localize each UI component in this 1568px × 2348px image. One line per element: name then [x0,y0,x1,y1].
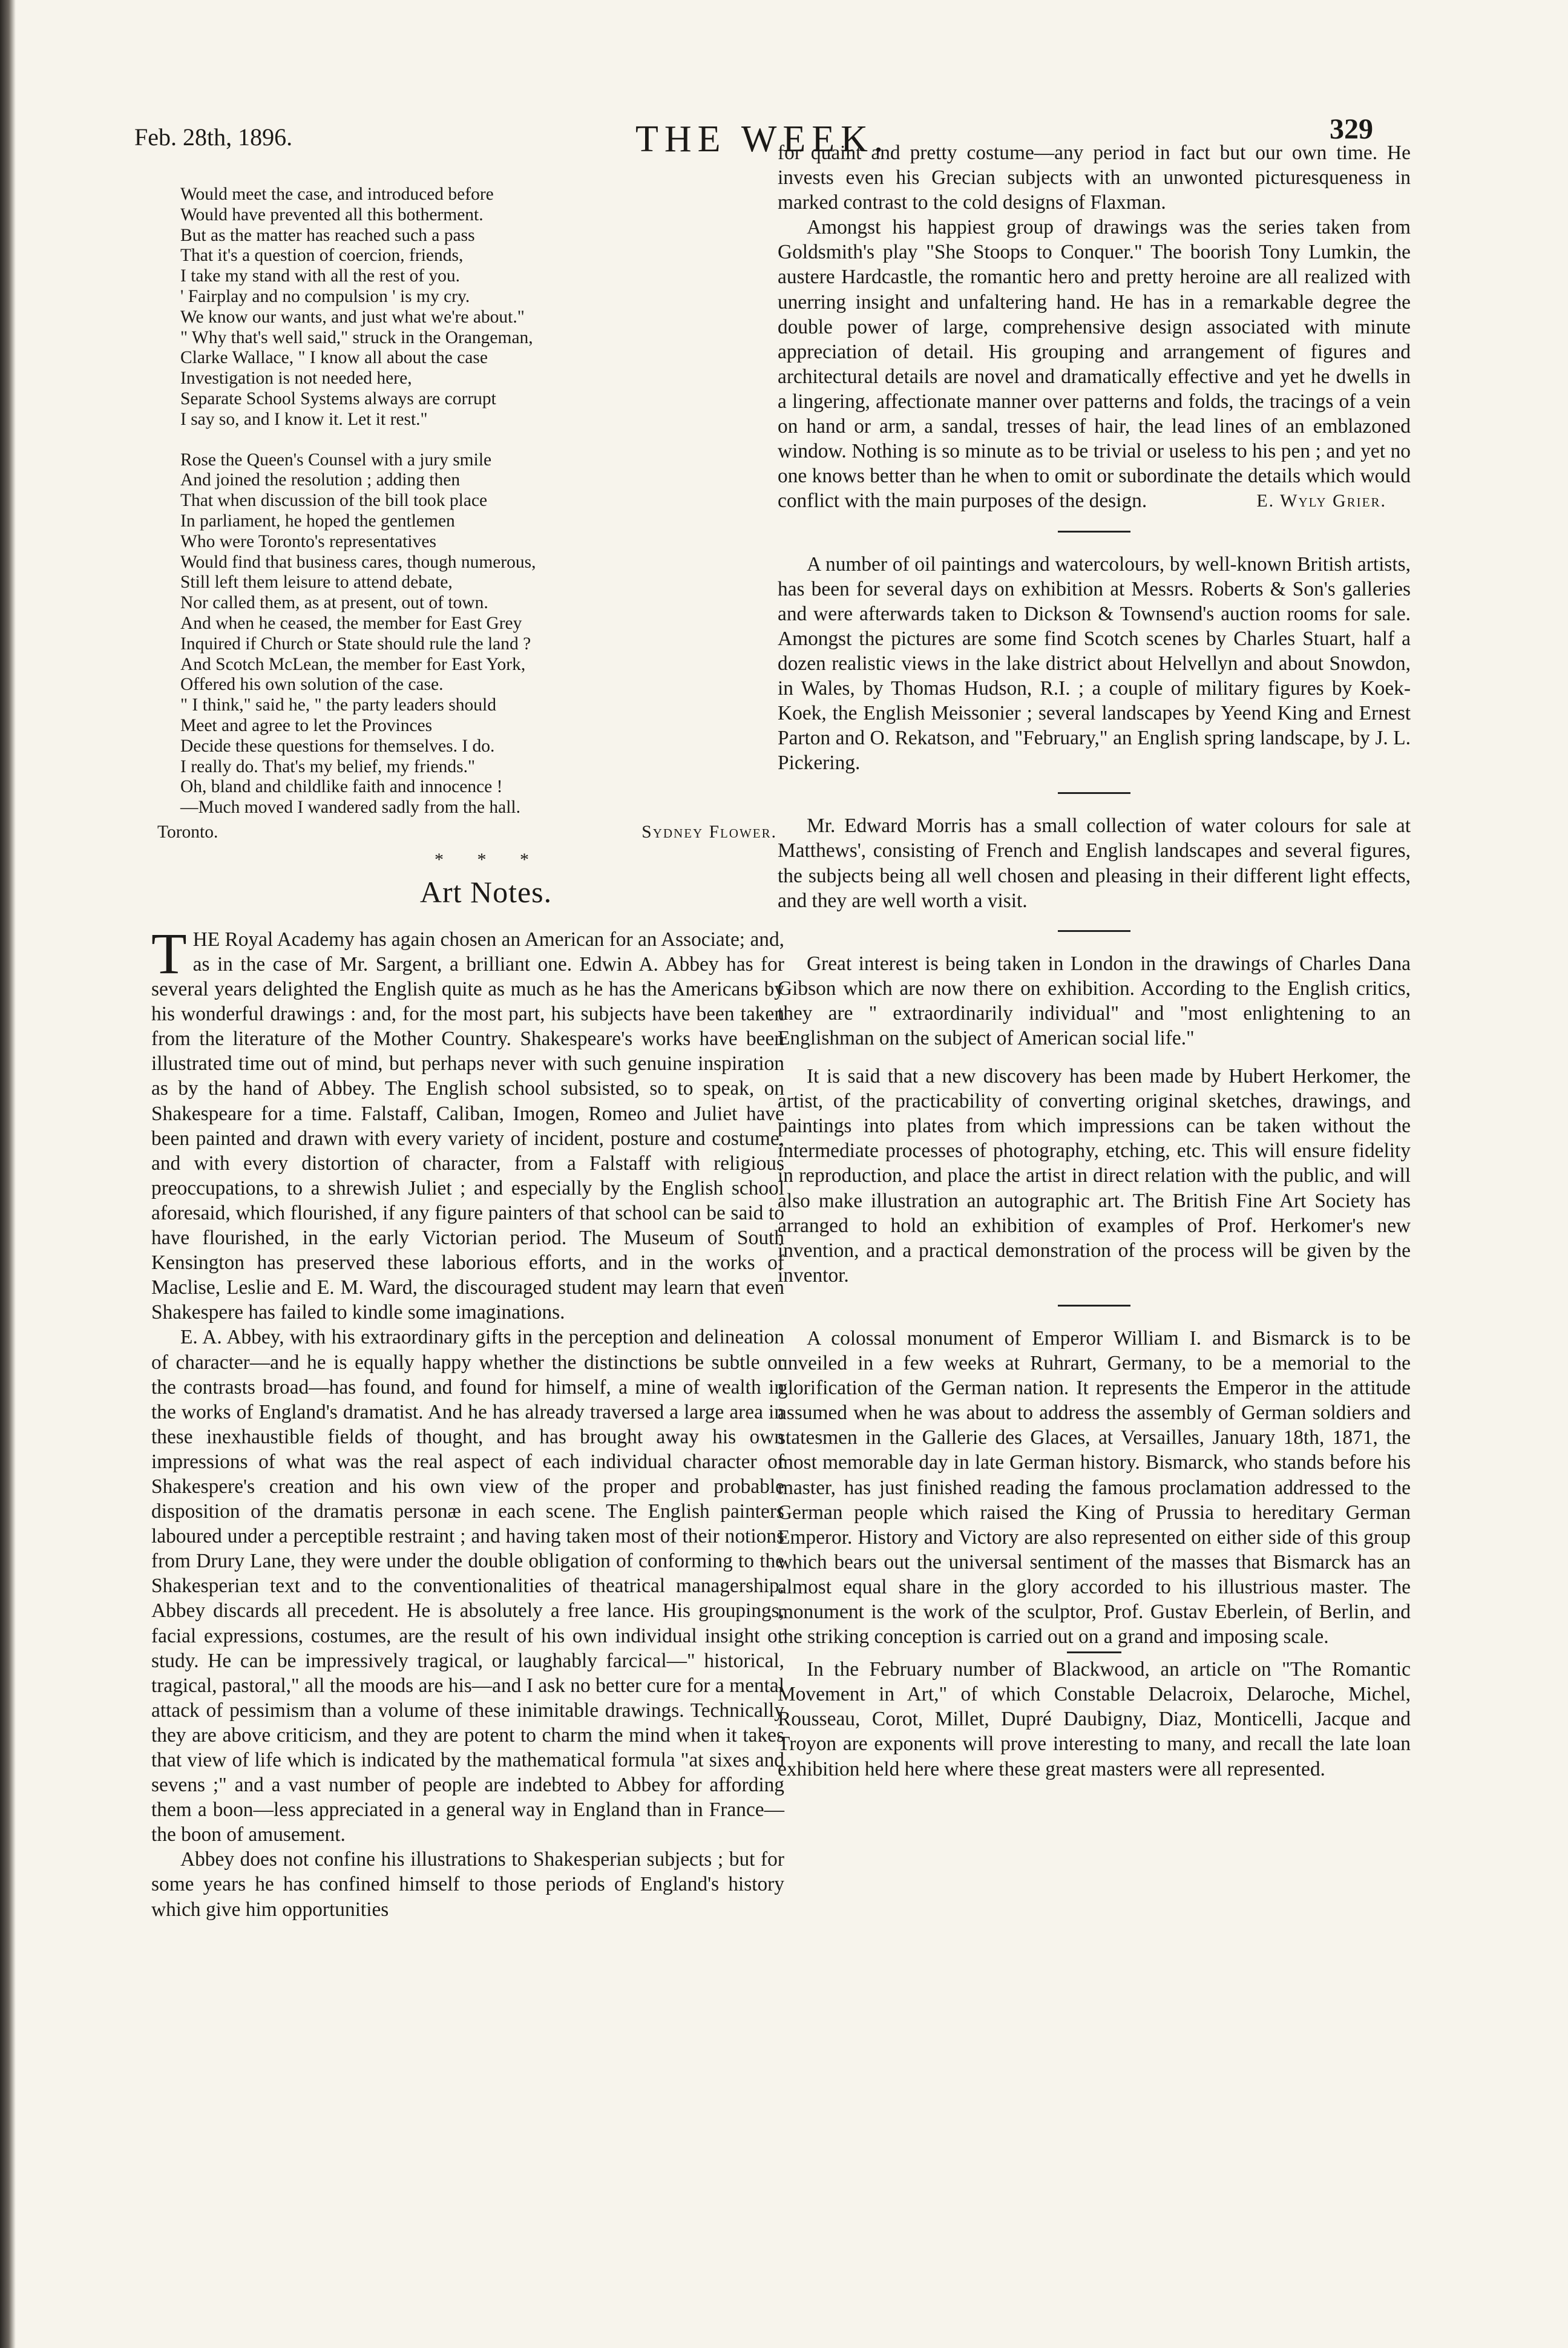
issue-date: Feb. 28th, 1896. [134,123,293,151]
section-divider-stars: * * * [435,849,543,870]
poem [151,185,784,818]
section-title: Art Notes. [419,874,553,909]
poem-line: I really do. That's my belief, my friends." [180,756,476,776]
left-column [151,185,784,1922]
art-notes-paragraph-1: THE Royal Academy has again chosen an American for an Associate; and, as in the case of Mr. Sargent, a brilliant one. Edwin A. Abbey has for several years delighted the English quite as much as he has the Americans by his wonderful drawings : and, for the most part, his subjects have been taken from the literature of the Mother Country. Shakespeare's works have been illustrated time out of mind, but perhaps never with such genuine inspiration as by the hand of Abbey. The English school subsisted, so to speak, on Shakespeare for a time. Falstaff, Caliban, Imogen, Romeo and Juliet have been painted and drawn with every variety of incident, posture and costume, and with every distortion of character, from a Falstaff with religious preoccupations, to a shrewish Juliet ; and especially by the English school aforesaid, which flourished, if any figure painters of that school can be said to have flourished, in the early Victorian period. The Museum of South Kensington has preserved these laborious efforts, and in the works of Maclise, Leslie and E. M. Ward, the discouraged student may learn that even Shakespere has failed to kindle some imaginations. [151,920,784,1324]
art-notes-paragraph-3: Abbey does not confine his illustrations to Shakesperian subjects ; but for some years he has confined himself to those periods of England's history which give him opportunities [151,1848,784,1921]
divider-rule [1067,1651,1121,1653]
oil-paintings-note: A number of oil paintings and watercolours, by well-known British artists, has been for several days on exhibition at Messrs. Roberts & Son's galleries and were afterwards taken to Dickson & Townsend's auction rooms for sale. Amongst the pictures are some find Scotch scenes by Charles Stuart, half a dozen realistic views in the lake district about Helvellyn and about Snowdon, in Wales, by Thomas Hudson, R.I. ; a couple of military figures by Koek-Koek, the English Meissonier ; several landscapes by Yeend King and Ernest Parton and O. Rekatson, and "February," an English spring landscape, by J. L. Pickering. [778,553,1411,775]
page-number: 329 [1330,113,1373,145]
poem-line: In parliament, he hoped the gentlemen [180,511,455,531]
poem-line: Would have prevented all this botherment. [180,205,484,225]
poem-line: Still left them leisure to attend debate, [180,572,453,592]
right-column [778,140,1411,1782]
article-signature: E. Wyly Grier. [1256,491,1386,511]
divider-rule [1058,930,1130,932]
poem-line: " Why that's well said," struck in the Orangeman, [180,327,533,347]
divider-rule [1058,531,1130,533]
herkomer-discovery-note: It is said that a new discovery has been made by Hubert Herkomer, the artist, of the practicability of converting original sketches, drawings, and paintings into plates from which impressions can be taken without the intermediate processes of photography, etching, etc. This will ensure fidelity in reproduction, and place the artist in direct relation with the public, and will also make illustration an autographic art. The British Fine Art Society has arranged to hold an exhibition of examples of Prof. Herkomer's new invention, and a practical demonstration of the process will be given by the inventor. [778,1065,1411,1287]
divider-rule [1058,792,1130,794]
masthead-title: THE WEEK. [635,119,890,160]
abbey-continued-paragraph: for quaint and pretty costume—any period in fact but our own time. He invests even his Grecian subjects with an unwonted picturesqueness in marked contrast to the cold designs of Flaxman. [778,142,1411,214]
poem-line: Decide these questions for themselves. I do. [180,736,495,756]
poem-stanza-1 [180,185,784,430]
poem-line: Meet and agree to let the Provinces [180,715,433,735]
abbey-drawings-paragraph: Amongst his happiest group of drawings was the series taken from Goldsmith's play "She Stoops to Conquer." The boorish Tony Lumkin, the austere Hardcastle, the romantic hero and pretty heroine are all realized with unerring insight and unfaltering hand. He has in a remarkable degree the double power of large, comprehensive design associated with minute appreciation of detail. His grouping and arrangement of figures and architectural details are novel and dramatically effective and yet he dwells in a lingering, affectionate manner over patterns and folds, the tracings of a vein on hand or arm, a sandal, tresses of hair, the lead lines of an emblazoned window. Nothing is so minute as to be trivial or useless to his pen ; and yet no one knows better than he when to omit or subordinate the details which would conflict with the main purposes of the design. [778,216,1411,513]
poem-line: I take my stand with all the rest of you. [180,266,461,286]
poem-line: Nor called them, as at present, out of town. [180,593,488,613]
poem-line: That it's a question of coercion, friends, [180,246,464,266]
poem-line: Investigation is not needed here, [180,369,412,389]
poem-place: Toronto. [157,822,218,842]
art-notes-paragraph-2: E. A. Abbey, with his extraordinary gifts in the perception and delineation of character—and he is equally happy whether the distinctions be subtle or the contrasts broad—has found, and found for himself, a mine of wealth in the works of England's dramatist. And he has already traversed a large area in these inexhaustible fields of thought, and has brought away his own impressions of what was the real aspect of each individual character of Shakespere's creation and his own view of the proper and probable disposition of the dramatis personæ in each scene. The English painters laboured under a perceptible restraint ; and having taken most of their notions from Drury Lane, they were under the double obligation of conforming to the Shakesperian text and to the conventionalities of theatrical managership. Abbey discards all precedent. He is absolutely a free lance. His groupings, facial expressions, costumes, are the result of his own individual insight or study. He can be impressively tragical, or laughably farcical—" historical, tragical, pastoral," all the moods are his—and I ask no better cure for a mental attack of pessimism than a volume of these inimitable drawings. Technically they are above criticism, and they are potent to charm the mind when it takes that view of life which is indicated by the mathematical formula "at sixes and sevens ;" and a vast number of people are indebted to Abbey for affording them a boon—less appreciated in a general way in England than in France—the boon of amusement. [151,1326,784,1846]
divider-rule [1058,1305,1130,1307]
blackwood-note: In the February number of Blackwood, an article on "The Romantic Movement in Art," of which Constable Delacroix, Delaroche, Michel, Rousseau, Corot, Millet, Dupré Daubigny, Diaz, Monticelli, Jacque and Troyon are exponents will prove interesting to many, and recall the late loan exhibition held here where these great masters were all represented. [778,1658,1411,1780]
poem-line: Inquired if Church or State should rule the land ? [180,634,531,654]
gibson-drawings-note: Great interest is being taken in London in the drawings of Charles Dana Gibson which are now there on exhibition. According to the English critics, they are " extraordinarily individual" and "most enlightening to an Englishman on the subject of American social life." [778,952,1411,1049]
poem-line: Would meet the case, and introduced before [180,185,494,204]
poem-line: And joined the resolution ; adding then [180,470,461,490]
monument-note: A colossal monument of Emperor William I. and Bismarck is to be unveiled in a few weeks at Ruhrart, Germany, to be a memorial to the glorification of the German nation. It represents the Emperor in the attitude assumed when he was about to address the assembly of German soldiers and statesmen in the Gallerie des Glaces, at Versailles, January 18th, 1871, the most memorable day in late German history. Bismarck, who stands before his master, has just finished reading the famous proclamation addressed to the German people which raised the King of Prussia to hereditary German Emperor. History and Victory are also represented on either side of this group which bears out the universal sentiment of the masses that Bismarck has an almost equal share in the glory accorded to his illustrious master. The monument is the work of the sculptor, Prof. Gustav Eberlein, of Berlin, and the striking conception is carried out on a grand and imposing scale. [778,1326,1411,1648]
poem-line: Clarke Wallace, " I know all about the case [180,348,488,368]
poem-stanza-2 [180,450,784,818]
poem-line: Separate School Systems always are corrupt [180,389,496,408]
poem-line: " I think," said he, " the party leaders should [180,695,496,715]
poem-line: And when he ceased, the member for East Grey [180,613,522,633]
poem-line: Offered his own solution of the case. [180,675,444,695]
poem-line: But as the matter has reached such a pass [180,225,475,245]
poem-line: Who were Toronto's representatives [180,531,436,551]
page-binding-shadow [0,0,16,2348]
poem-line: And Scotch McLean, the member for East York, [180,654,526,674]
poem-line: We know our wants, and just what we're about." [180,307,525,327]
poem-line: Rose the Queen's Counsel with a jury smile [180,450,492,470]
poem-line: That when discussion of the bill took place [180,491,488,511]
poem-line: I say so, and I know it. Let it rest." [180,409,428,429]
poem-line: ' Fairplay and no compulsion ' is my cry. [180,286,470,306]
poem-line: Would find that business cares, though numerous, [180,552,536,572]
poem-author: Sydney Flower. [641,822,777,842]
poem-signature-line [151,822,784,842]
poem-line: —Much moved I wandered sadly from the hall. [180,798,520,818]
drop-cap: T [151,920,187,986]
poem-line: Oh, bland and childlike faith and innocence ! [180,777,503,797]
morris-watercolours-note: Mr. Edward Morris has a small collection of water colours for sale at Matthews', consisting of French and English landscapes and several figures, the subjects being all well chosen and pleasing in their different light effects, and they are well worth a visit. [778,815,1411,912]
